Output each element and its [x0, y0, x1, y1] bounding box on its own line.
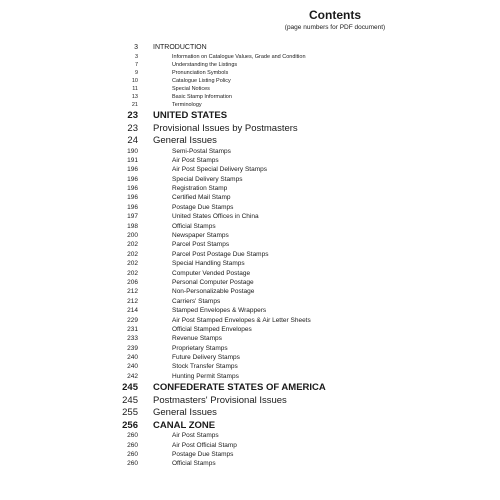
- toc-entry-title: Registration Stamp: [172, 185, 228, 193]
- toc-entry-title: Special Notices: [172, 86, 210, 92]
- toc-entry[interactable]: [0, 307, 500, 316]
- toc-entry-title: Postage Due Stamps: [172, 203, 234, 211]
- toc-page-number: 255: [122, 407, 138, 419]
- toc-entry-title: UNITED STATES: [153, 110, 228, 121]
- toc-page-number: 196: [127, 185, 138, 193]
- toc-page-number: 7: [134, 62, 138, 68]
- toc-entry-title: Personal Computer Postage: [172, 278, 254, 286]
- toc-entry[interactable]: [0, 279, 500, 288]
- toc-entry-title: Stock Transfer Stamps: [172, 363, 238, 371]
- toc-entry-title: Future Delivery Stamps: [172, 354, 240, 362]
- toc-entry[interactable]: [0, 407, 500, 420]
- toc-entry[interactable]: [0, 460, 500, 469]
- toc-entry-title: Special Delivery Stamps: [172, 175, 243, 183]
- toc-entry-title: Postage Due Stamps: [172, 451, 234, 459]
- toc-entry[interactable]: [0, 166, 500, 175]
- toc-entry[interactable]: [0, 420, 500, 433]
- toc-page-number: 240: [127, 363, 138, 371]
- toc-entry-title: Carriers' Stamps: [172, 297, 221, 305]
- toc-page-number: 11: [132, 86, 138, 92]
- toc-page-number: 239: [127, 344, 138, 352]
- toc-entry-title: Official Stamps: [172, 222, 216, 230]
- toc-entry-title: Semi-Postal Stamps: [172, 147, 231, 155]
- toc-entry[interactable]: [0, 345, 500, 354]
- toc-entry[interactable]: [0, 123, 500, 136]
- toc-entry[interactable]: [0, 148, 500, 157]
- toc-entry[interactable]: [0, 70, 500, 78]
- toc-page-number: 200: [127, 232, 138, 240]
- toc-entry[interactable]: [0, 373, 500, 382]
- toc-page-number: 198: [127, 222, 138, 230]
- toc-page-number: 196: [127, 203, 138, 211]
- toc-entry-title: Revenue Stamps: [172, 335, 222, 343]
- toc-entry-title: Air Post Official Stamp: [172, 441, 237, 449]
- toc-page-number: 212: [127, 288, 138, 296]
- toc-entry-title: Official Stamped Envelopes: [172, 325, 252, 333]
- toc-page-number: 23: [127, 110, 138, 121]
- toc-entry-title: INTRODUCTION: [153, 44, 207, 51]
- toc-entry[interactable]: [0, 78, 500, 86]
- toc-entry-title: Information on Catalogue Values, Grade and Condition: [172, 54, 306, 60]
- toc-entry[interactable]: [0, 94, 500, 102]
- toc-entry[interactable]: [0, 157, 500, 166]
- toc-entry[interactable]: [0, 326, 500, 335]
- toc-page-number: 13: [131, 94, 138, 100]
- toc-entry[interactable]: [0, 260, 500, 269]
- toc-entry-title: Computer Vended Postage: [172, 269, 251, 277]
- toc-page-number: 231: [127, 325, 138, 333]
- toc-page-number: 21: [131, 102, 138, 108]
- toc-entry-title: Air Post Special Delivery Stamps: [172, 166, 268, 174]
- toc-entry-title: Understanding the Listings: [172, 62, 238, 68]
- toc-entry-title: Parcel Post Postage Due Stamps: [172, 250, 269, 258]
- toc-entry[interactable]: [0, 176, 500, 185]
- toc-entry[interactable]: [0, 232, 500, 241]
- toc-page-number: 3: [134, 54, 138, 60]
- toc-entry-title: General Issues: [153, 135, 217, 146]
- toc-page-number: 196: [127, 194, 138, 202]
- toc-entry[interactable]: [0, 241, 500, 250]
- toc-entry-title: Air Post Stamps: [172, 156, 219, 164]
- toc-entry-title: Stamped Envelopes & Wrappers: [172, 307, 267, 315]
- toc-page-number: 214: [127, 307, 138, 315]
- toc-page-number: 202: [127, 241, 138, 249]
- toc-entry[interactable]: [0, 86, 500, 94]
- toc-entry[interactable]: [0, 44, 500, 54]
- toc-entry[interactable]: [0, 194, 500, 203]
- toc-entry-title: Hunting Permit Stamps: [172, 372, 239, 380]
- toc-page-number: 240: [127, 354, 138, 362]
- toc-entry[interactable]: [0, 354, 500, 363]
- toc-entry-title: Official Stamps: [172, 460, 216, 468]
- toc-page-number: 3: [134, 44, 138, 51]
- toc-page-number: 233: [127, 335, 138, 343]
- toc-entry[interactable]: [0, 382, 500, 395]
- toc-entry-title: Provisional Issues by Postmasters: [153, 122, 298, 134]
- toc-entry-title: Terminology: [172, 102, 202, 108]
- toc-entry[interactable]: [0, 204, 500, 213]
- toc-entry-title: Certified Mail Stamp: [172, 194, 231, 202]
- toc-page-number: 260: [127, 432, 138, 440]
- toc-entry[interactable]: [0, 213, 500, 222]
- toc-entry[interactable]: [0, 102, 500, 110]
- toc-page-number: 24: [127, 135, 138, 146]
- toc-page-number: 191: [127, 156, 138, 164]
- table-of-contents: [0, 44, 500, 470]
- toc-page-number: 202: [127, 260, 138, 268]
- toc-entry-title: Proprietary Stamps: [172, 344, 228, 352]
- toc-entry[interactable]: [0, 442, 500, 451]
- toc-page-number: 9: [134, 70, 138, 76]
- toc-entry-title: CONFEDERATE STATES OF AMERICA: [153, 382, 326, 394]
- toc-entry[interactable]: [0, 135, 500, 148]
- toc-entry[interactable]: [0, 270, 500, 279]
- toc-entry[interactable]: [0, 110, 500, 123]
- toc-entry-title: United States Offices in China: [172, 213, 259, 221]
- toc-entry-title: Catalogue Listing Policy: [172, 78, 231, 84]
- toc-entry[interactable]: [0, 363, 500, 372]
- toc-entry[interactable]: [0, 335, 500, 344]
- toc-page-number: 196: [127, 166, 138, 174]
- toc-entry[interactable]: [0, 62, 500, 70]
- toc-page-number: 196: [127, 175, 138, 183]
- toc-entry[interactable]: [0, 185, 500, 194]
- toc-page-number: 202: [127, 269, 138, 277]
- toc-page-number: 260: [127, 451, 138, 459]
- toc-entry[interactable]: [0, 298, 500, 307]
- toc-entry-title: Parcel Post Stamps: [172, 241, 230, 249]
- toc-entry-title: Basic Stamp Information: [172, 94, 232, 100]
- toc-entry-title: Air Post Stamps: [172, 432, 219, 440]
- toc-entry-title: Pronunciation Symbols: [172, 70, 229, 76]
- toc-entry[interactable]: [0, 317, 500, 326]
- toc-entry-title: Postmasters' Provisional Issues: [153, 394, 287, 406]
- toc-page-number: 229: [127, 316, 138, 324]
- toc-entry-title: Air Post Stamped Envelopes & Air Letter Sheets: [172, 316, 311, 324]
- toc-entry[interactable]: [0, 451, 500, 460]
- toc-page-number: 197: [127, 213, 138, 221]
- toc-page-number: 245: [122, 382, 138, 394]
- toc-entry[interactable]: [0, 395, 500, 408]
- toc-entry[interactable]: [0, 432, 500, 441]
- toc-entry[interactable]: [0, 223, 500, 232]
- toc-entry-title: Newspaper Stamps: [172, 232, 229, 240]
- toc-entry[interactable]: [0, 54, 500, 62]
- toc-entry[interactable]: [0, 288, 500, 297]
- toc-entry-title: CANAL ZONE: [153, 419, 216, 431]
- toc-entry[interactable]: [0, 251, 500, 260]
- toc-page-number: 260: [127, 460, 138, 468]
- toc-page-number: 206: [127, 278, 138, 286]
- toc-page-number: 202: [127, 250, 138, 258]
- toc-page-number: 212: [127, 297, 138, 305]
- toc-entry-title: Non-Personalizable Postage: [172, 288, 255, 296]
- toc-entry-title: Special Handling Stamps: [172, 260, 245, 268]
- toc-page-number: 10: [131, 78, 138, 84]
- toc-entry-title: General Issues: [153, 407, 217, 419]
- toc-page-number: 23: [127, 122, 138, 134]
- toc-page-number: 242: [127, 372, 138, 380]
- toc-page-number: 245: [122, 394, 138, 406]
- toc-page-number: 190: [127, 147, 138, 155]
- page-title: Contents: [309, 8, 361, 22]
- toc-page-number: 260: [127, 441, 138, 449]
- toc-page-number: 256: [122, 419, 138, 431]
- page-subtitle: (page numbers for PDF document): [284, 24, 386, 31]
